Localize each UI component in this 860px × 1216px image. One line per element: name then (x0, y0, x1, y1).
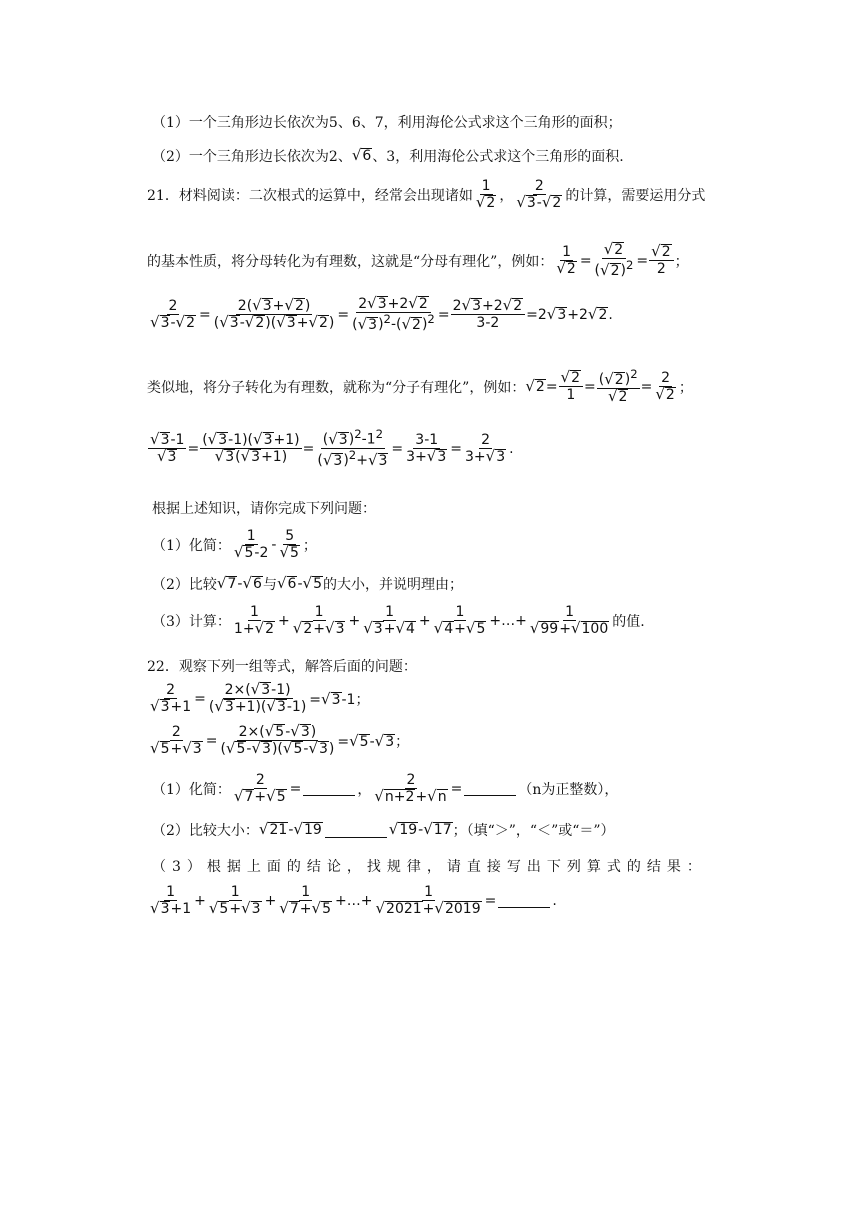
sqrt-6: √ 6 (351, 145, 372, 164)
q22-part1: （1）化简： 2 √ 7 + √ 5 = ， 2 √ n+2 + √ n = （n为正整数）， (152, 772, 619, 806)
q22-part2: （2）比较大小： √ 21 - √ 19 √ 19 - √ 17 ；（填“＞”，“＜”或“＝”） (152, 819, 615, 839)
q22-part3: （3）根据上面的结论，找规律，请直接写出下列算式的结果： (152, 859, 707, 875)
q22-example1: 2 √ 3 +1 = 2×( √ 3 -1) ( √ 3 +1)( √ 3 -1) = √ 3 -1； (150, 680, 370, 716)
q21-heading: 21．材料阅读：二次根式的运算中，经常会出现诸如 1 √ 2 ， 2 √ 3 - √ 2 的计算，需要运用分式 (147, 178, 706, 212)
q21-rationalize-numerator: 类似地，将分子转化为有理数，就称为“分子有理化”，例如： √ 2 = √ 2 1 = ( √ 2 )$^2$ √ 2 = 2 √ 2 ； (147, 367, 693, 406)
q21-part1: （1）化简： 1 √ 5 -2 - 5 √ 5 ； (152, 528, 317, 562)
q21-rationalize-denominator: 的基本性质，将分母转化为有理数，这就是“分母有理化”，例如： 1 √ 2 = √ 2 ( √ 2 )$^2$ = √ 2 2 ； (147, 240, 689, 280)
q22-example2: 2 √ 5 + √ 3 = 2×( √ 5 - √ 3 ) ( √ 5 - √ 3 )( √ 5 - √ 3 ) = √ 5 - √ 3 ； (150, 722, 410, 758)
q22-part3-formula: 1 √ 3 +1 + 1 √ 5 + √ 3 + 1 √ 7 + √ 5 +…+ 1 √ 2021 + √ 2019 = . (150, 884, 557, 918)
frac-2-over-sqrt3-minus-sqrt2: 2 √ 3 - √ 2 (516, 178, 562, 212)
answer-blank-1[interactable] (303, 781, 355, 796)
answer-blank-3[interactable] (325, 823, 387, 838)
q21-example-formula: 2 √ 3 - √ 2 = 2( √ 3 + √ 2 ) ( √ 3 - √ 2 )( √ 3 + √ 2 ) = 2 √ 3 +2 √ 2 ( √ 3 )$^2$-( √ 2 )$^2$ = 2 √ 3 +2 √ 2 3-2 =2 √ 3 +2 √ 2 . (150, 294, 613, 334)
answer-blank-2[interactable] (464, 781, 516, 796)
answer-blank-4[interactable] (498, 893, 550, 908)
q22-heading: 22．观察下列一组等式，解答后面的问题： (147, 659, 417, 675)
q20-part2: （2）一个三角形边长依次为2、 √ 6 、3，利用海伦公式求这个三角形的面积. (152, 145, 624, 165)
frac-1-over-sqrt2: 1 √ 2 (475, 178, 496, 212)
q20-part1: （1）一个三角形边长依次为5、6、7，利用海伦公式求这个三角形的面积； (152, 115, 622, 131)
q21-example2-formula: √ 3 -1 √ 3 = ( √ 3 -1)( √ 3 +1) √ 3 ( √ 3 +1) = ( √ 3 )$^2-1^2$ ( √ 3 )$^2$+ √ 3 = 3-1 3+ √ 3 = 2 3+ √ 3 . (150, 427, 514, 469)
q21-prompt: 根据上述知识，请你完成下列问题： (152, 501, 376, 517)
q21-part2: （2）比较 √ 7 - √ 6 与 √ 6 - √ 5 的大小，并说明理由； (152, 573, 463, 593)
q21-part3: （3）计算： 1 1+ √ 2 + 1 √ 2 + √ 3 + 1 √ 3 + √ 4 + 1 √ 4 + √ 5 +…+ 1 √ 99 + √ 100 的值. (152, 604, 645, 638)
